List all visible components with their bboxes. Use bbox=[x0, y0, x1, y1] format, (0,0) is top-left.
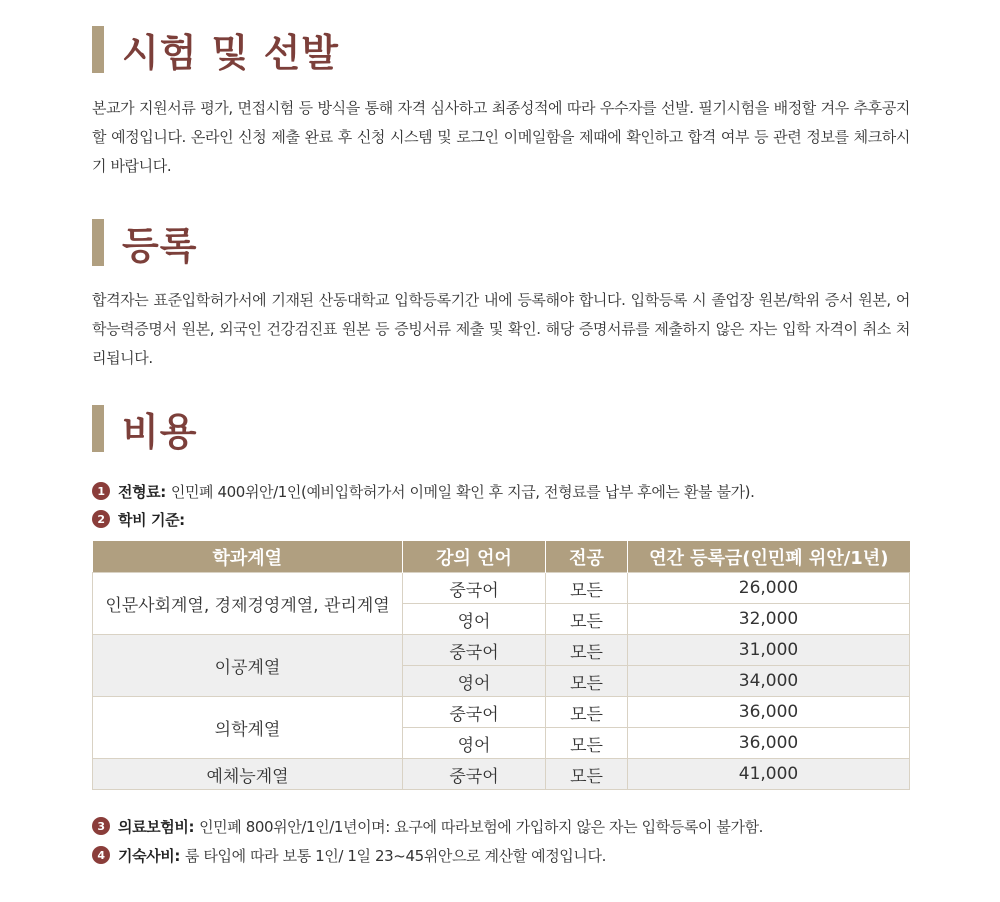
table-row bbox=[93, 573, 910, 604]
fee-cell: 36,000 bbox=[628, 697, 910, 728]
heading-accent-bar bbox=[92, 26, 104, 73]
number-badge-2: 2 bbox=[92, 510, 110, 528]
registration-heading bbox=[92, 219, 910, 271]
major-cell: 모든 bbox=[546, 573, 628, 604]
costs-title: 비용 bbox=[122, 410, 198, 454]
heading-accent-bar bbox=[92, 219, 104, 266]
department-cell: 이공계열 bbox=[93, 635, 403, 697]
major-cell: 모든 bbox=[546, 697, 628, 728]
cost-item-label: 전형료: bbox=[118, 482, 166, 501]
heading-accent-bar bbox=[92, 405, 104, 452]
cost-item-label: 기숙사비: bbox=[118, 846, 180, 865]
major-cell: 모든 bbox=[546, 728, 628, 759]
department-cell: 의학계열 bbox=[93, 697, 403, 759]
exam-body-wrap bbox=[92, 94, 910, 181]
registration-body-wrap bbox=[92, 286, 910, 373]
language-cell: 영어 bbox=[403, 604, 546, 635]
number-badge-3: 3 bbox=[92, 817, 110, 835]
cost-item-label: 의료보험비: bbox=[118, 817, 195, 836]
table-row bbox=[93, 697, 910, 728]
cost-item-text: 인민폐 800위안/1인/1년이며: 요구에 따라보험에 가입하지 않은 자는 입학등록이 불가함. bbox=[199, 817, 764, 836]
language-cell: 중국어 bbox=[403, 573, 546, 604]
exam-title: 시험 및 선발 bbox=[122, 31, 339, 75]
registration-title: 등록 bbox=[122, 224, 198, 268]
header-department: 학과계열 bbox=[93, 541, 403, 573]
exam-body: 본교가 지원서류 평가, 면접시험 등 방식을 통해 자격 심사하고 최종성적에 따라 우수자를 선발. 필기시험을 배정할 겨우 추후공지 할 예정입니다. 온라인 신청 제출 완료 후 신청 시스템 및 로그인 이메일함을 제때에 확인하고 합격 여부 등 관련 정보를 체크하시기 바랍니다. bbox=[92, 99, 910, 175]
major-cell: 모든 bbox=[546, 666, 628, 697]
language-cell: 중국어 bbox=[403, 697, 546, 728]
table-row bbox=[93, 759, 910, 790]
header-major: 전공 bbox=[546, 541, 628, 573]
cost-item-text: 인민폐 400위안/1인(예비입학허가서 이메일 확인 후 지급, 전형료를 납부 후에는 환불 불가). bbox=[170, 482, 755, 501]
exam-heading bbox=[92, 26, 910, 78]
header-language: 강의 언어 bbox=[403, 541, 546, 573]
fee-cell: 34,000 bbox=[628, 666, 910, 697]
fee-cell: 36,000 bbox=[628, 728, 910, 759]
fee-cell: 41,000 bbox=[628, 759, 910, 790]
cost-item-text: 룸 타입에 따라 보통 1인/ 1일 23~45위안으로 계산할 예정입니다. bbox=[184, 846, 606, 865]
exam-section bbox=[92, 26, 910, 78]
major-cell: 모든 bbox=[546, 759, 628, 790]
costs-section bbox=[92, 405, 910, 457]
costs-heading bbox=[92, 405, 910, 457]
registration-section bbox=[92, 219, 910, 271]
language-cell: 중국어 bbox=[403, 635, 546, 666]
fee-cell: 26,000 bbox=[628, 573, 910, 604]
fee-cell: 32,000 bbox=[628, 604, 910, 635]
number-badge-1: 1 bbox=[92, 482, 110, 500]
cost-item-label: 학비 기준: bbox=[118, 510, 185, 529]
table-header-row bbox=[93, 541, 910, 573]
language-cell: 중국어 bbox=[403, 759, 546, 790]
cost-item-insurance bbox=[92, 813, 763, 839]
table-row bbox=[93, 635, 910, 666]
cost-item-application-fee bbox=[92, 478, 755, 504]
major-cell: 모든 bbox=[546, 635, 628, 666]
registration-body: 합격자는 표준입학허가서에 기재된 산동대학교 입학등록기간 내에 등록해야 합니다. 입학등록 시 졸업장 원본/학위 증서 원본, 어학능력증명서 원본, 외국인 건강검진표 원본 등 증빙서류 제출 및 확인. 해당 증명서류를 제출하지 않은 자는 입학 자격이 취소 처리됩니다. bbox=[92, 291, 910, 367]
department-cell: 예체능계열 bbox=[93, 759, 403, 790]
cost-item-dormitory bbox=[92, 842, 606, 868]
language-cell: 영어 bbox=[403, 666, 546, 697]
department-cell: 인문사회계열, 경제경영계열, 관리계열 bbox=[93, 573, 403, 635]
cost-item-tuition bbox=[92, 506, 190, 532]
fee-cell: 31,000 bbox=[628, 635, 910, 666]
number-badge-4: 4 bbox=[92, 846, 110, 864]
header-annual-fee: 연간 등록금(인민폐 위안/1년) bbox=[628, 541, 910, 573]
language-cell: 영어 bbox=[403, 728, 546, 759]
major-cell: 모든 bbox=[546, 604, 628, 635]
tuition-table bbox=[92, 541, 910, 790]
